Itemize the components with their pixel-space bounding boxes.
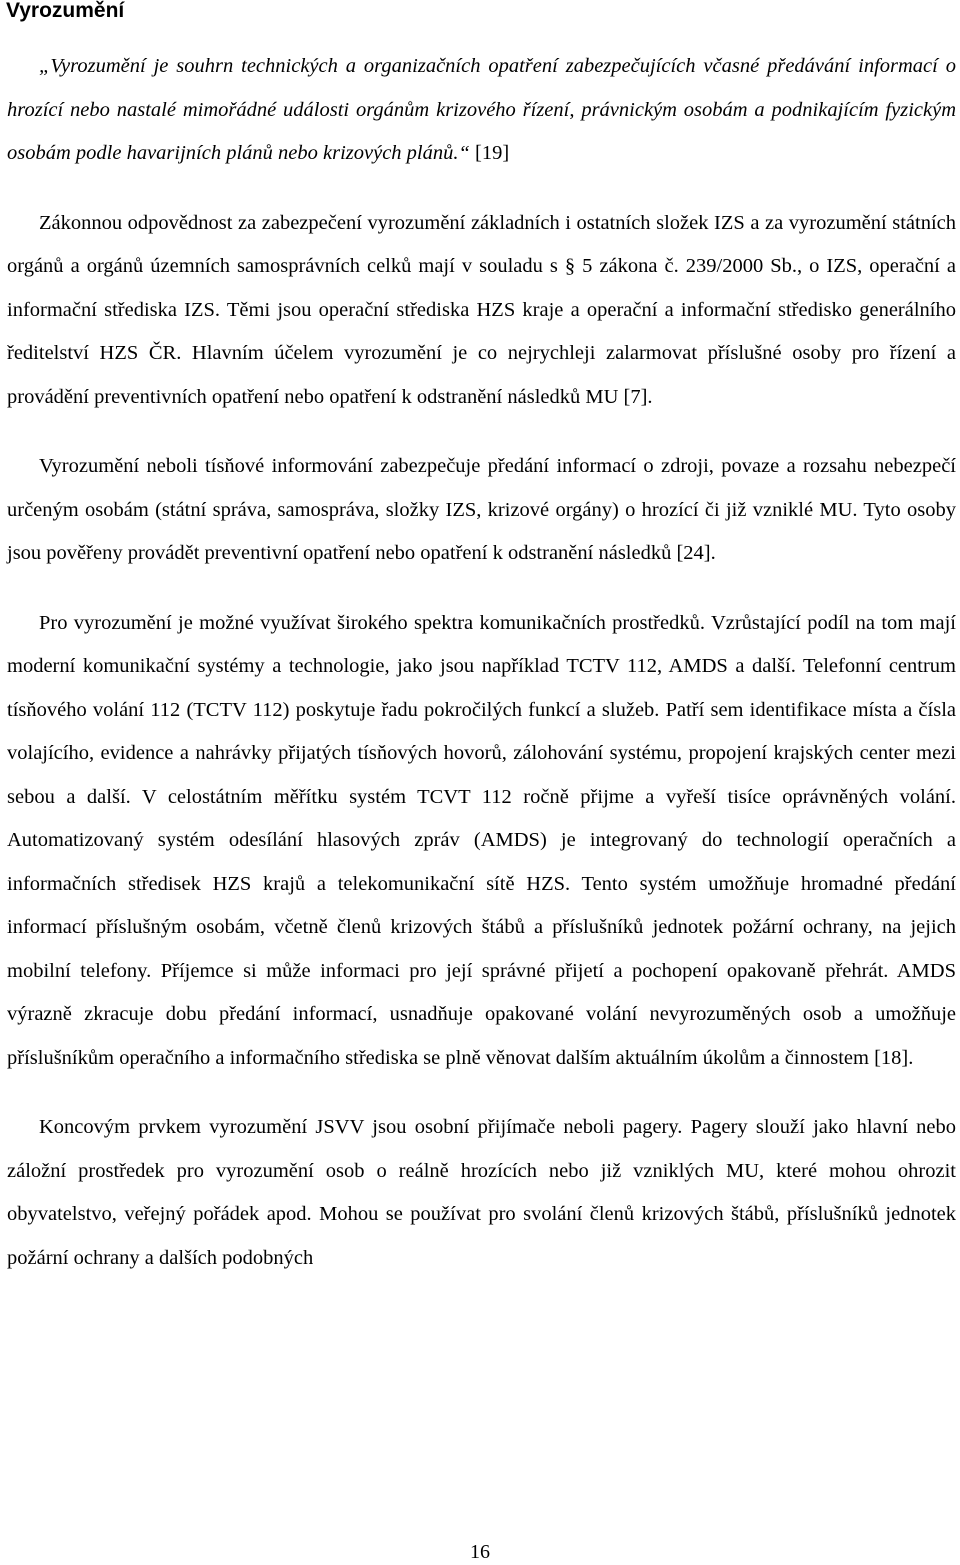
body-text bbox=[7, 45, 956, 1280]
paragraph-responsibility: Zákonnou odpovědnost za zabezpečení vyrozumění základních i ostatních složek IZS a za vyrozumění státních orgánů a orgánů územních samosprávních celků mají v souladu s § 5 zákona č. 239/2000 Sb., o IZS, operační a informační střediska IZS. Těmi jsou operační střediska HZS kraje a operační a informační středisko generálního ředitelství HZS ČR. Hlavním účelem vyrozumění je co nejrychleji zalarmovat příslušné osoby pro řízení a provádění preventivních opatření nebo opatření k odstranění následků MU [7]. bbox=[7, 211, 956, 408]
paragraph-emergency-informing: Vyrozumění neboli tísňové informování zabezpečuje předání informací o zdroji, povaze a rozsahu nebezpečí určeným osobám (státní správa, samospráva, složky IZS, krizové orgány) o hrozící či již vzniklé MU. Tyto osoby jsou pověřeny provádět preventivní opatření nebo opatření k odstranění následků [24]. bbox=[7, 455, 956, 564]
paragraph-communication-means: Pro vyrozumění je možné využívat širokého spektra komunikačních prostředků. Vzrůstající podíl na tom mají moderní komunikační systémy a technologie, jako jsou například TCTV 112, AMDS a další. Telefonní centrum tísňového volání 112 (TCTV 112) poskytuje řadu pokročilých funkcí a služeb. Patří sem identifikace místa a čísla volajícího, evidence a nahrávky přijatých tísňových hovorů, zálohování systému, propojení krajských center mezi sebou a další. V celostátním měřítku systém TCVT 112 ročně přijme a vyřeší tisíce oprávněných volání. Automatizovaný systém odesílání hlasových zpráv (AMDS) je integrovaný do technologií operačních a informačních středisek HZS krajů a telekomunikační sítě HZS. Tento systém umožňuje hromadné předání informací příslušným osobám, včetně členů krizových štábů a příslušníků jednotek požární ochrany, na jejich mobilní telefony. Příjemce si může informaci pro její správné přijetí a pochopení opakovaně přehrát. AMDS výrazně zkracuje dobu předání informací, usnadňuje opakované volání nevyrozuměných osob a umožňuje příslušníkům operačního a informačního střediska se plně věnovat dalším aktuálním úkolům a činnostem [18]. bbox=[7, 611, 956, 1069]
section-heading: Vyrozumění bbox=[6, 0, 125, 22]
quote-text: „Vyrozumění je souhrn technických a organizačních opatření zabezpečujících včasné předávání informací o hrozící nebo nastalé mimořádné události orgánům krizového řízení, právnickým osobám a podnikajícím fyzickým osobám podle havarijních plánů nebo krizových plánů.“ bbox=[7, 55, 956, 164]
page-number: 16 bbox=[470, 1541, 490, 1563]
paragraph-pagers: Koncovým prvkem vyrozumění JSVV jsou osobní přijímače neboli pagery. Pagery slouží jako hlavní nebo záložní prostředek pro vyrozumění osob o reálně hrozících nebo již vzniklých MU, které mohou ohrozit obyvatelstvo, veřejný pořádek apod. Mohou se používat pro svolání členů krizových štábů, příslušníků jednotek požární ochrany a dalších podobných bbox=[7, 1116, 956, 1269]
quote-citation: [19] bbox=[469, 142, 510, 164]
definition-quote bbox=[7, 45, 956, 176]
